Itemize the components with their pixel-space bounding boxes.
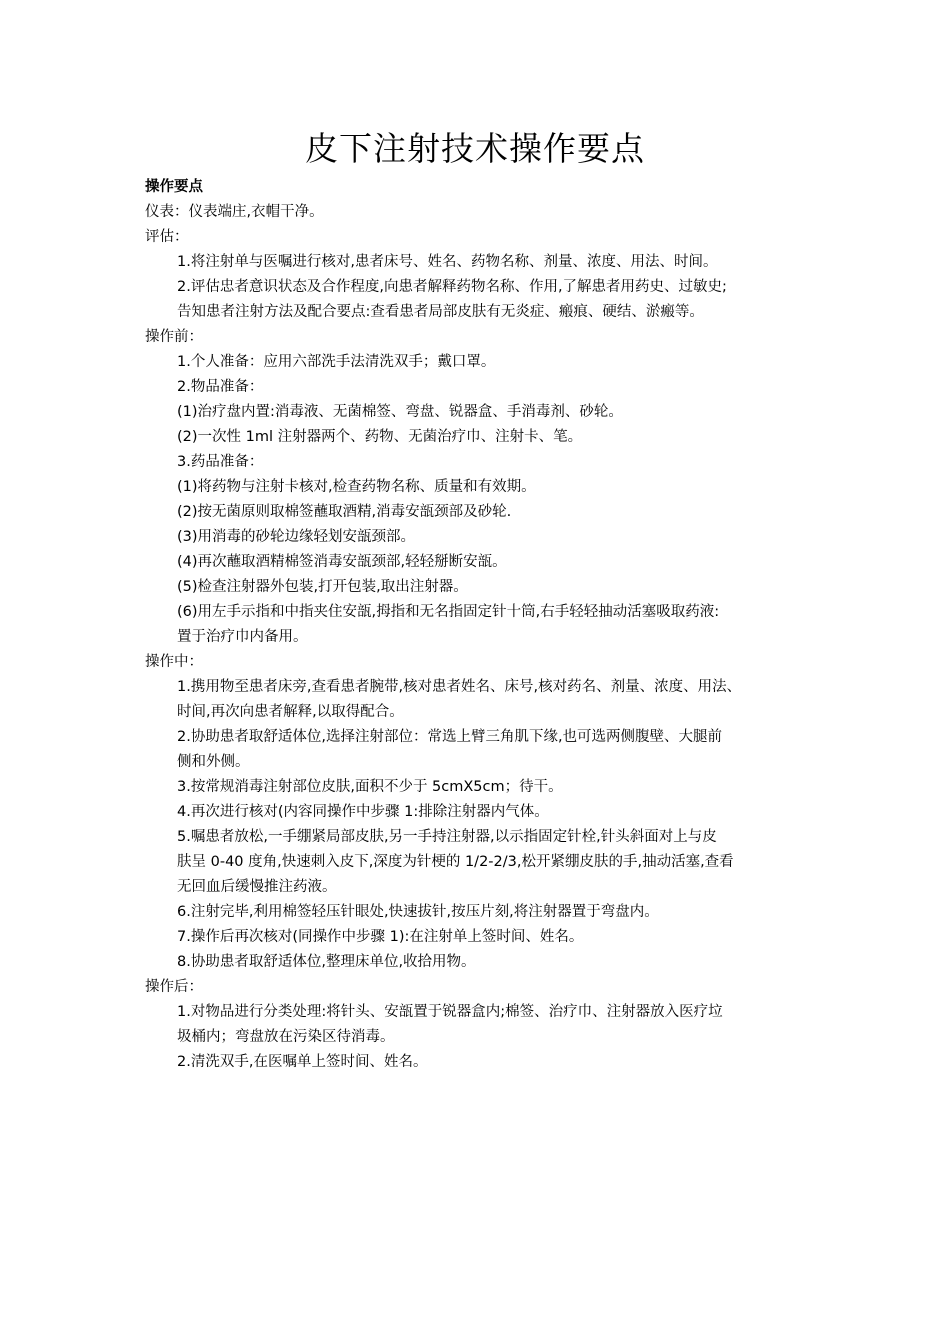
- section-heading: 操作要点: [145, 179, 203, 195]
- paragraph-line: 8.协助患者取舒适体位,整理床单位,收拾用物。: [177, 954, 476, 970]
- section-label: 评估：: [145, 229, 189, 245]
- paragraph-line: (2)按无菌原则取棉签蘸取酒精,消毒安瓿颈部及砂轮.: [177, 504, 512, 520]
- paragraph-line: 圾桶内；弯盘放在污染区待消毒。: [177, 1029, 395, 1045]
- paragraph-line: 2.协助患者取舒适体位,选择注射部位：常选上臂三角肌下缘,也可选两侧腹壁、大腿前: [177, 729, 723, 745]
- paragraph-line: 5.嘱患者放松,一手绷紧局部皮肤,另一手持注射器,以示指固定针栓,针头斜面对上与皮: [177, 829, 717, 845]
- paragraph-line: (3)用消毒的砂轮边缘轻划安瓿颈部。: [177, 529, 416, 545]
- paragraph-line: 时间,再次向患者解释,以取得配合。: [177, 704, 404, 720]
- paragraph-line: 肤呈 0-40 度角,快速刺入皮下,深度为针梗的 1/2-2/3,松开紧绷皮肤的手,抽动活塞,查看: [177, 854, 734, 870]
- paragraph-line: (5)检查注射器外包装,打开包装,取出注射器。: [177, 579, 468, 595]
- paragraph-line: 置于治疗巾内备用。: [177, 629, 308, 645]
- paragraph-line: 1.个人准备：应用六部洗手法清洗双手；戴口罩。: [177, 354, 496, 370]
- paragraph-line: 告知患者注射方法及配合要点:查看患者局部皮肤有无炎症、瘢痕、硬结、淤瘢等。: [177, 304, 704, 320]
- paragraph-line: 3.药品准备：: [177, 454, 264, 470]
- paragraph-line: 1.对物品进行分类处理:将针头、安瓿置于锐器盒内;棉签、治疗巾、注射器放入医疗垃: [177, 1004, 723, 1020]
- paragraph-line: 2.清洗双手,在医嘱单上签时间、姓名。: [177, 1054, 428, 1070]
- document-title: 皮下注射技术操作要点: [305, 129, 645, 168]
- paragraph-line: 1.将注射单与医嘱进行核对,患者床号、姓名、药物名称、剂量、浓度、用法、时间。: [177, 254, 718, 270]
- document-body: [145, 175, 825, 1075]
- section-label: 操作中：: [145, 654, 203, 670]
- section-label: 仪表：仪表端庄,衣帽干净。: [145, 204, 324, 220]
- paragraph-line: 1.携用物至患者床旁,查看患者腕带,核对患者姓名、床号,核对药名、剂量、浓度、用法、: [177, 679, 742, 695]
- paragraph-line: 3.按常规消毒注射部位皮肤,面积不少于 5cmX5cm；待干。: [177, 779, 563, 795]
- paragraph-line: 2.评估忠者意识状态及合作程度,向患者解释药物名称、作用,了解患者用药史、过敏史;: [177, 279, 727, 295]
- paragraph-line: 6.注射完毕,利用棉签轻压针眼处,快速拔针,按压片刻,将注射器置于弯盘内。: [177, 904, 659, 920]
- paragraph-line: 侧和外侧。: [177, 754, 250, 770]
- paragraph-line: 7.操作后再次核对(同操作中步骤 1):在注射单上签时间、姓名。: [177, 929, 584, 945]
- paragraph-line: 无回血后缓慢推注药液。: [177, 879, 337, 895]
- section-label: 操作前：: [145, 329, 203, 345]
- paragraph-line: 2.物品准备：: [177, 379, 264, 395]
- paragraph-line: (4)再次蘸取酒精棉签消毒安瓿颈部,轻轻掰断安瓿。: [177, 554, 507, 570]
- paragraph-line: 4.再次进行核对(内容同操作中步骤 1:排除注射器内气体。: [177, 804, 549, 820]
- document-lines: [145, 200, 825, 1075]
- paragraph-line: (1)治疗盘内置:消毒液、无菌棉签、弯盘、锐器盒、手消毒剂、砂轮。: [177, 404, 623, 420]
- paragraph-line: (2)一次性 1ml 注射器两个、药物、无菌治疗巾、注射卡、笔。: [177, 429, 583, 445]
- paragraph-line: (1)将药物与注射卡核对,检查药物名称、质量和有效期。: [177, 479, 536, 495]
- section-label: 操作后：: [145, 979, 203, 995]
- paragraph-line: (6)用左手示指和中指夹住安瓿,拇指和无名指固定针十筒,右手轻轻抽动活塞吸取药液:: [177, 604, 720, 620]
